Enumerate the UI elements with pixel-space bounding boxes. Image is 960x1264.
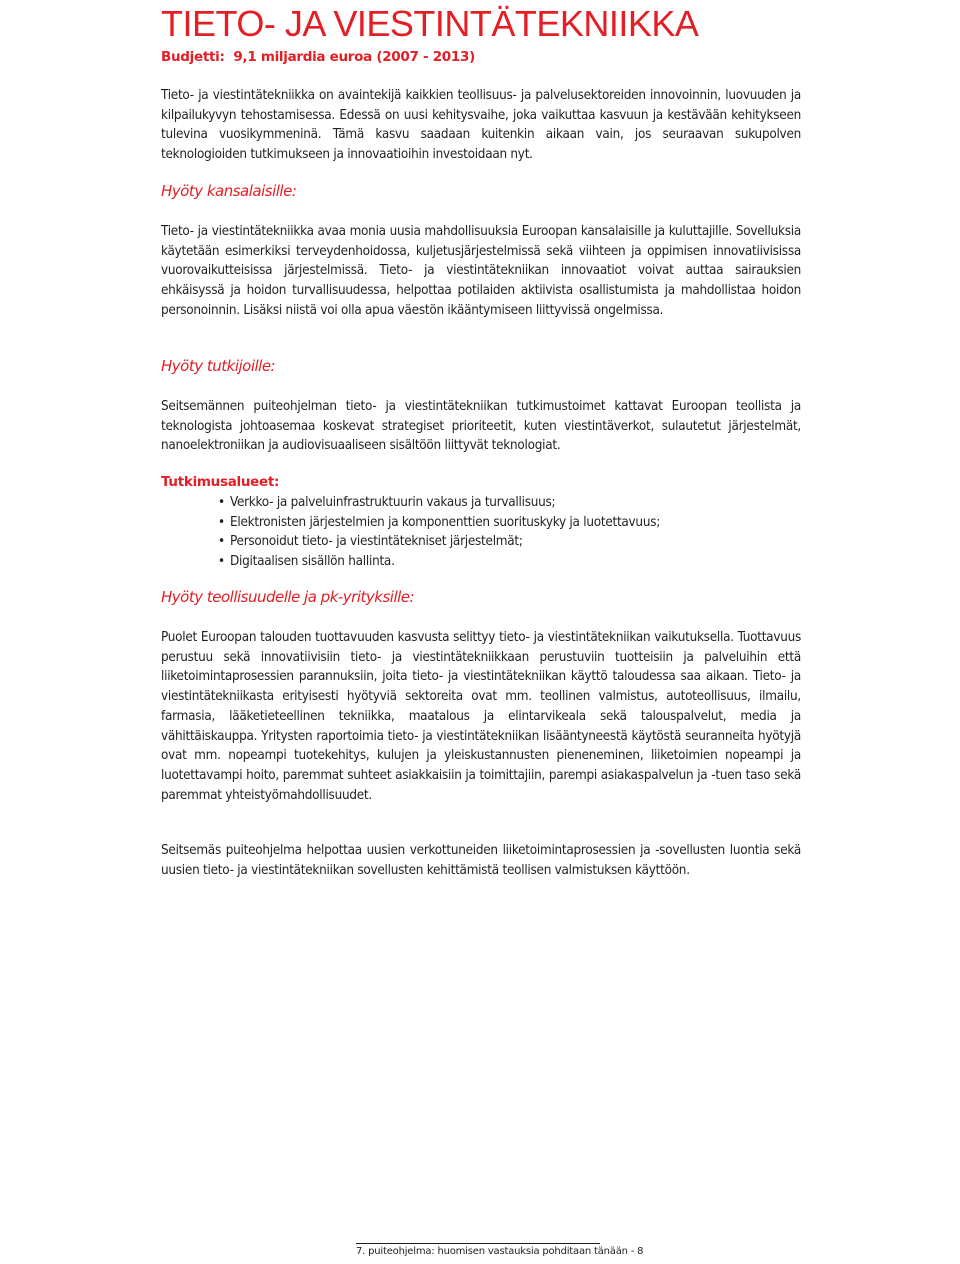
page-title: TIETO- JA VIESTINTÄTEKNIIKKA xyxy=(161,3,699,44)
research-areas-heading: Tutkimusalueet: xyxy=(161,474,280,490)
list-item: • Verkko- ja palveluinfrastruktuurin vakaus ja turvallisuus; xyxy=(218,493,660,513)
citizens-heading: Hyöty kansalaisille: xyxy=(161,182,297,200)
citizens-paragraph: Tieto- ja viestintätekniikka avaa monia uusia mahdollisuuksia Euroopan kansalaisille ja kuluttajille. Sovelluksia käytetään esimerkiksi terveydenhoidossa, kuljetusjärjestelmissä sekä viihteen ja oppimisen innovatiivisissa vuorovaikutteisissa järjestelmissä. Tieto- ja viestintätekniikan innovaatiot voivat auttaa sairauksien ehkäisyssä ja hoidon turvallisuudessa, helpottaa potilaiden aktiivista osallistumista ja mahdollistaa hoidon personoinnin. Lisäksi niistä voi olla apua väestön ikääntymiseen liittyvissä ongelmissa. xyxy=(161,224,801,318)
footer-rule xyxy=(356,1243,600,1244)
industry-heading: Hyöty teollisuudelle ja pk-yrityksille: xyxy=(161,588,415,606)
research-areas-list xyxy=(218,493,660,571)
intro-paragraph: Tieto- ja viestintätekniikka on avaintekijä kaikkien teollisuus- ja palvelusektoreiden innovoinnin, luovuuden ja kilpailukyvyn tehostamisessa. Edessä on uusi kehitysvaihe, joka vaikuttaa kasvuun ja kestävään kehitykseen tulevina vuosikymmeninä. Tämä kasvu saadaan kuitenkin aikaan vain, jos seuraavan sukupolven teknologioiden tutkimukseen ja innovaatioihin investoidaan nyt. xyxy=(161,88,801,163)
list-item: • Digitaalisen sisällön hallinta. xyxy=(218,552,660,572)
list-item: • Personoidut tieto- ja viestintätekniset järjestelmät; xyxy=(218,532,660,552)
list-item: • Elektronisten järjestelmien ja komponenttien suorituskyky ja luotettavuus; xyxy=(218,513,660,533)
researchers-paragraph: Seitsemännen puiteohjelman tieto- ja viestintätekniikan tutkimustoimet kattavat Euroopan teollista ja teknologista johtoasemaa koskevat strategiset prioriteetit, kuten viestintäverkot, sulautetut järjestelmät, nanoelektroniikan ja audiovisuaaliseen sisältöön liittyvät teknologiat. xyxy=(161,399,801,454)
industry-paragraph-2: Seitsemäs puiteohjelma helpottaa uusien verkottuneiden liiketoimintaprosessien ja -sovellusten luontia sekä uusien tieto- ja viestintätekniikan sovellusten kehittämistä teollisen valmistuksen käyttöön. xyxy=(161,843,801,878)
budget-line xyxy=(161,49,475,65)
footer-text: 7. puiteohjelma: huomisen vastauksia pohditaan tänään - 8 xyxy=(356,1246,644,1257)
budget-value: 9,1 miljardia euroa (2007 - 2013) xyxy=(233,49,475,65)
budget-label: Budjetti: xyxy=(161,49,225,65)
researchers-heading: Hyöty tutkijoille: xyxy=(161,357,276,375)
industry-paragraph-1: Puolet Euroopan talouden tuottavuuden kasvusta selittyy tieto- ja viestintätekniikan vaikutuksella. Tuottavuus perustuu sekä innovatiivisiin tieto- ja viestintätekniikkaan perustuviin tuotteisiin ja palveluihin että liiketoimintaprosessien parannuksiin, joita tieto- ja viestintätekniikan käyttö taloudessa saa aikaan. Tieto- ja viestintätekniikasta erityisesti hyötyviä sektoreita ovat mm. teollinen valmistus, autoteollisuus, ilmailu, farmasia, lääketieteellinen tekniikka, maatalous ja elintarvikeala sekä talouspalvelut, media ja vähittäiskauppa. Yritysten raportoimia tieto- ja viestintätekniikan lisääntyneestä käytöstä seuranneita hyötyjä ovat mm. nopeampi tuotekehitys, kulujen ja yleiskustannusten pieneneminen, liiketoimien nopeampi ja luotettavampi hoito, paremmat suhteet asiakkaisiin ja toimittajiin, parempi asiakaspalvelun ja -tuen taso sekä paremmat yhteistyömahdollisuudet. xyxy=(161,630,801,803)
